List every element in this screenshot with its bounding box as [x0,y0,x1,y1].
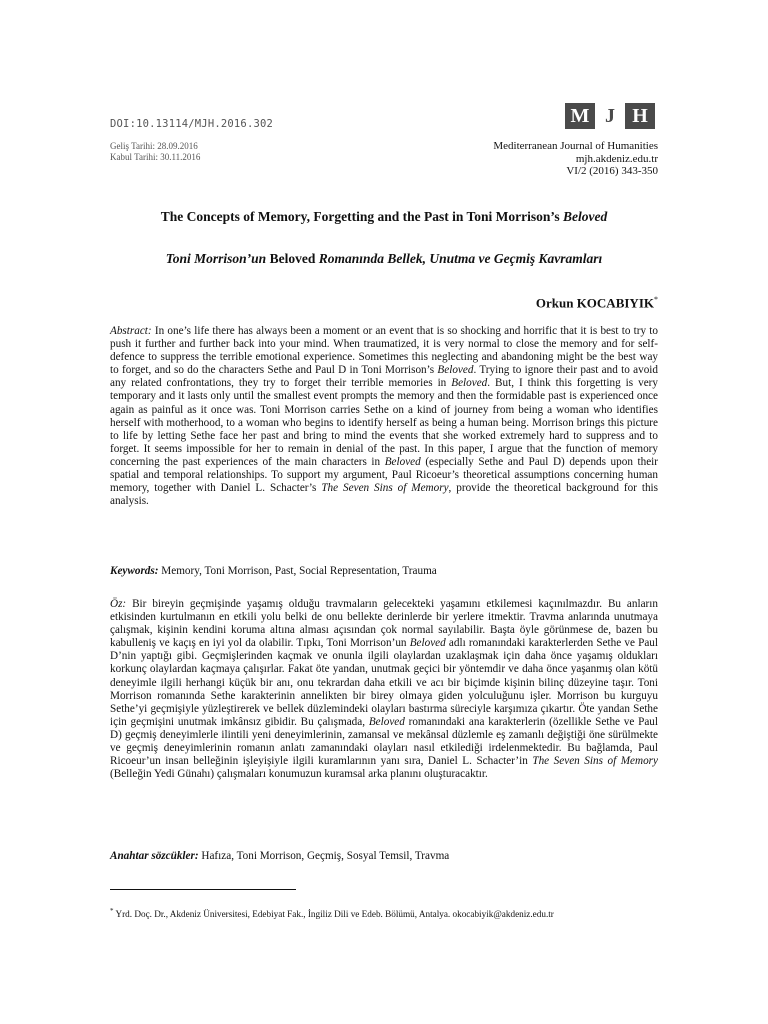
abstract-italic-2: Beloved [451,377,488,390]
oz-label: Öz: [110,598,127,610]
abstract-italic-4: The Seven Sins of Memory [321,482,449,495]
abstract-text-5: , provide the theoretical background for this analysis. [110,482,658,508]
abstract-paragraph [110,325,658,508]
title-en-italic: Beloved [563,209,608,224]
article-title-turkish [80,251,688,267]
received-date: Geliş Tarihi: 28.09.2016 [110,141,198,151]
footnote-mark: * [110,907,114,915]
abstract-text-3: . But, I think this forgetting is very temporary and it lasts only until the smallest event prompts the memory and then the formidable past is experienced once again as painful as it once was. Toni Morrison carries Sethe on a kind of journey from being a woman who identifies herself with motherhood, to a woman who begins to identify herself as being a human being. Morrison brings this picture to life by letting Sethe face her past and bring to mind the events that she worked extremely hard to suppress and to forget. It seems impossible for her to remain in denial of the past. In this paper, I argue that the function of memory concerning the past experiences of the main characters in [110,377,658,468]
anahtar-text: Hafıza, Toni Morrison, Geçmiş, Sosyal Temsil, Travma [198,850,450,862]
keywords-label: Keywords: [110,565,159,577]
abstract-text-2: . Trying to ignore their past and to avoid any related confrontations, they try to forget their terrible memories in [110,364,658,390]
logo-letter-m: M [565,103,595,129]
anahtar-sozcukler-line [110,850,658,863]
footnote-divider [110,889,296,890]
oz-paragraph [110,598,658,781]
oz-italic-3: The Seven Sins of Memory [532,755,658,768]
footnote-text: Yrd. Doç. Dr., Akdeniz Üniversitesi, Edebiyat Fak., İngiliz Dili ve Edeb. Bölümü, Antalya. okocabiyik@akdeniz.edu.tr [113,909,554,920]
abstract-label: Abstract: [110,325,152,337]
logo-letter-j: J [595,103,625,129]
submission-dates [110,141,200,163]
journal-info [493,140,658,178]
oz-text-3: romanındaki ana karakterlerin (özellikle Sethe ve Paul D) geçmiş deneyimlerle ilintili yeni deneyimlerinin, zamansal ve mekânsal düzlemle eş zamanlı değiştiği öne sürülmekte ve geçmiş deneyimlerinin romanın anlatı zamanındaki olayları nasıl etkilediği irdelenmektedir. Bu bağlamda, Paul Ricoeur’un insan belleğinin işleyişiyle ilgili kuramlarının yanı sıra, Daniel L. Schacter’in [110,715,658,768]
title-tr-part1: Toni Morrison’un [165,251,270,266]
doi-label: DOI:10.13114/MJH.2016.302 [110,118,274,130]
anahtar-label: Anahtar sözcükler: [110,850,199,862]
oz-italic-2: Beloved [368,715,405,728]
author-name-text: Orkun KOCABIYIK [535,295,654,311]
author-footnote [110,907,554,919]
article-title-english [80,209,688,225]
logo-letter-h: H [625,103,655,129]
journal-volume: VI/2 (2016) 343-350 [566,165,658,177]
journal-logo [565,103,655,129]
oz-text-4: (Belleğin Yedi Günahı) çalışmaları konumuzun kuramsal arka planını oluşturacaktır. [110,768,488,781]
keywords-line [110,565,658,578]
author-footnote-mark: * [654,295,658,304]
abstract-italic-3: Beloved [384,455,421,468]
abstract-italic-1: Beloved [437,364,474,377]
keywords-text: Memory, Toni Morrison, Past, Social Representation, Trauma [158,565,437,577]
author-name [536,295,658,311]
title-en-main: The Concepts of Memory, Forgetting and the Past in Toni Morrison’s [160,209,563,224]
title-tr-part2: Romanında Bellek, Unutma ve Geçmiş Kavramları [315,251,603,266]
journal-name: Mediterranean Journal of Humanities [493,140,658,152]
oz-text-1: Bir bireyin geçmişinde yaşamış olduğu travmaların gelecekteki yaşamını etkilemesi kaçınılmazdır. Bu anların etkisinden kurtulmanın en etkili yolu belki de onu bellekte derinlerde bir yerlere itmektir. Travma anlarında unutmaya çalışmak, kişinin kendini koruma altına alması açısından çok normal sayılabilir. Başta öyle görünmese de, bazen bu kabulleniş ve kaçış en iyi yol da olabilir. Tıpkı, Toni Morrison’un [110,598,658,650]
journal-url: mjh.akdeniz.edu.tr [575,152,658,165]
accepted-date: Kabul Tarihi: 30.11.2016 [110,152,201,162]
oz-italic-1: Beloved [409,637,446,650]
abstract-text-4: (especially Sethe and Paul D) depends upon their spatial and temporal relationships. To support my argument, Paul Ricoeur’s theoretical assumptions concerning human memory, together with Daniel L. Schacter’s [110,455,659,495]
oz-text-2: adlı romanındaki karakterlerden Sethe ve Paul D’nin yaptığı gibi. Geçmişlerinden kaçmak ve onunla ilgili olaylardan uzaklaşmak için daha önce yaşamış oldukları korkunç olaylardan kaçmaya çalışırlar. Fakat öte yandan, unutmak geçici bir yöntemdir ve daha önce yaşanmış olan kötü deneyimle ilgili herhangi küçük bir anı, onu tekrardan daha etkili ve acı bir biçimde kişinin bilinç düzeyine taşır. Toni Morrison romanında Sethe karakterinin annelikten bir birey olmaya giden yolculuğunu işler. Morrison bu kurguyu Sethe’yi geçmişiyle yüzleştirerek ve bellek düzlemindeki olayları bastırma süreciyle karşımıza çıkartır. Öte yandan Sethe için geçmişini unutmak imkânsız gibidir. Bu çalışmada, [110,637,658,728]
abstract-text-1: In one’s life there has always been a moment or an event that is so shocking and horrific that it is best to try to push it further and further back into your mind. When traumatized, it is very normal to close the memory and for self-defence to suppress the terrible emotional experience. Sometimes this neglecting and abandoning might be the best way to forget, and so do the characters Sethe and Paul D in Toni Morrison’s [110,325,658,377]
title-tr-upright: Beloved [269,251,316,266]
